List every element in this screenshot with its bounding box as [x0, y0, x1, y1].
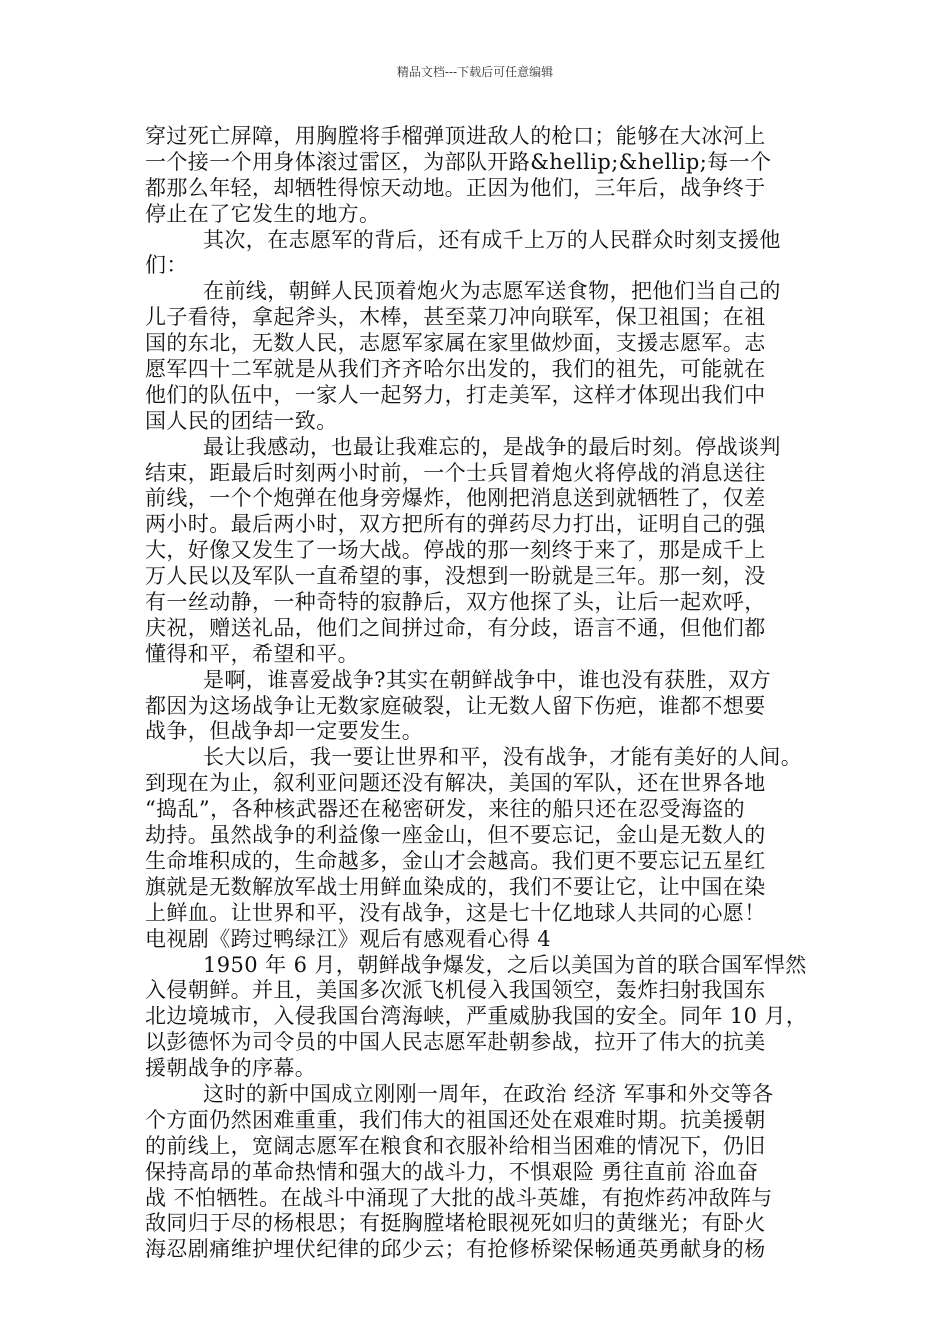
text-line: 结束，距最后时刻两小时前，一个士兵冒着炮火将停战的消息送往: [145, 460, 766, 485]
text-line: 援朝战争的序幕。: [145, 1056, 317, 1081]
text-line: 1950 年 6 月，朝鲜战争爆发，之后以美国为首的联合国军悍然: [203, 952, 807, 977]
text-line: 懂得和平，希望和平。: [145, 641, 359, 666]
text-line: 以彭德怀为司令员的中国人民志愿军赴朝参战，拉开了伟大的抗美: [145, 1030, 766, 1055]
text-line: 战 不怕牺牲。在战斗中涌现了大批的战斗英雄，有抱炸药冲敌阵与: [145, 1185, 773, 1210]
text-line: 的前线上，宽阔志愿军在粮食和衣服补给相当困难的情况下，仍旧: [145, 1133, 766, 1158]
text-line: 在前线，朝鲜人民顶着炮火为志愿军送食物，把他们当自己的: [203, 279, 781, 304]
text-line: 国的东北，无数人民，志愿军家属在家里做炒面，支援志愿军。志: [145, 331, 766, 356]
text-line: 他们的队伍中，一家人一起努力，打走美军，这样才体现出我们中: [145, 382, 766, 407]
text-line: 其次，在志愿军的背后，还有成千上万的人民群众时刻支援他: [203, 227, 781, 252]
text-line: 穿过死亡屏障，用胸膛将手榴弹顶进敌人的枪口；能够在大冰河上: [145, 124, 766, 148]
text-line: 停止在了它发生的地方。: [145, 201, 381, 226]
text-line: 是啊，谁喜爱战争?其实在朝鲜战争中，谁也没有获胜，双方: [203, 667, 772, 692]
text-line: 一个接一个用身体滚过雷区，为部队开路&hellip;&hellip;每一个: [145, 149, 772, 174]
text-line: 个方面仍然困难重重，我们伟大的祖国还处在艰难时期。抗美援朝: [145, 1107, 766, 1132]
text-line: 北边境城市，入侵我国台湾海峡，严重威胁我国的安全。同年 10 月，: [145, 1004, 808, 1029]
text-line: 电视剧《跨过鸭绿江》观后有感观看心得 4: [145, 926, 552, 951]
text-line: 海忍剧痛维护埋伏纪律的邱少云；有抢修桥梁保畅通英勇献身的杨: [145, 1237, 766, 1262]
text-line: 万人民以及军队一直希望的事，没想到一盼就是三年。那一刻，没: [145, 564, 766, 589]
text-line: 儿子看待，拿起斧头，木棒，甚至菜刀冲向联军，保卫祖国；在祖: [145, 305, 766, 330]
text-line: 敌同归于尽的杨根思；有挺胸膛堵枪眼视死如归的黄继光；有卧火: [145, 1211, 766, 1236]
text-line: 愿军四十二军就是从我们齐齐哈尔出发的，我们的祖先，可能就在: [145, 357, 766, 382]
text-line: 庆祝，赠送礼品，他们之间拼过命，有分歧，语言不通，但他们都: [145, 615, 766, 640]
text-line: 这时的新中国成立刚刚一周年，在政治 经济 军事和外交等各: [203, 1081, 774, 1106]
text-line: 战争，但战争却一定要发生。: [145, 719, 424, 744]
text-line: 入侵朝鲜。并且，美国多次派飞机侵入我国领空，轰炸扫射我国东: [145, 978, 766, 1003]
text-line: 生命堆积成的，生命越多，金山才会越高。我们更不要忘记五星红: [145, 848, 766, 873]
text-line: 有一丝动静，一种奇特的寂静后，双方他探了头，让后一起欢呼，: [145, 590, 766, 615]
text-line: 都因为这场战争让无数家庭破裂，让无数人留下伤疤，谁都不想要: [145, 693, 766, 718]
text-line: 长大以后，我一要让世界和平，没有战争，才能有美好的人间。: [203, 745, 803, 770]
text-line: 国人民的团结一致。: [145, 408, 338, 433]
text-line: 们：: [145, 253, 188, 278]
text-line: 最让我感动，也最让我难忘的，是战争的最后时刻。停战谈判: [203, 434, 781, 459]
text-line: 旗就是无数解放军战士用鲜血染成的，我们不要让它，让中国在染: [145, 874, 766, 899]
text-line: 劫持。虽然战争的利益像一座金山，但不要忘记，金山是无数人的: [145, 823, 766, 848]
text-line: 都那么年轻，却牺牲得惊天动地。正因为他们，三年后，战争终于: [145, 175, 766, 200]
text-line: 上鲜血。让世界和平，没有战争，这是七十亿地球人共同的心愿！: [145, 900, 766, 925]
document-body: [145, 124, 813, 1263]
page-header: 精品文档---下载后可任意编辑: [396, 65, 554, 79]
text-line: 大，好像又发生了一场大战。停战的那一刻终于来了，那是成千上: [145, 538, 766, 563]
text-line: 两小时。最后两小时，双方把所有的弹药尽力打出，证明自己的强: [145, 512, 766, 537]
text-line: 到现在为止，叙利亚问题还没有解决，美国的军队，还在世界各地: [145, 771, 766, 796]
text-line: 保持高昂的革命热情和强大的战斗力，不惧艰险 勇往直前 浴血奋: [145, 1159, 759, 1184]
text-line: “捣乱”，各种核武器还在秘密研发，来往的船只还在忍受海盗的: [145, 797, 746, 822]
text-line: 前线，一个个炮弹在他身旁爆炸，他刚把消息送到就牺牲了，仅差: [145, 486, 766, 511]
